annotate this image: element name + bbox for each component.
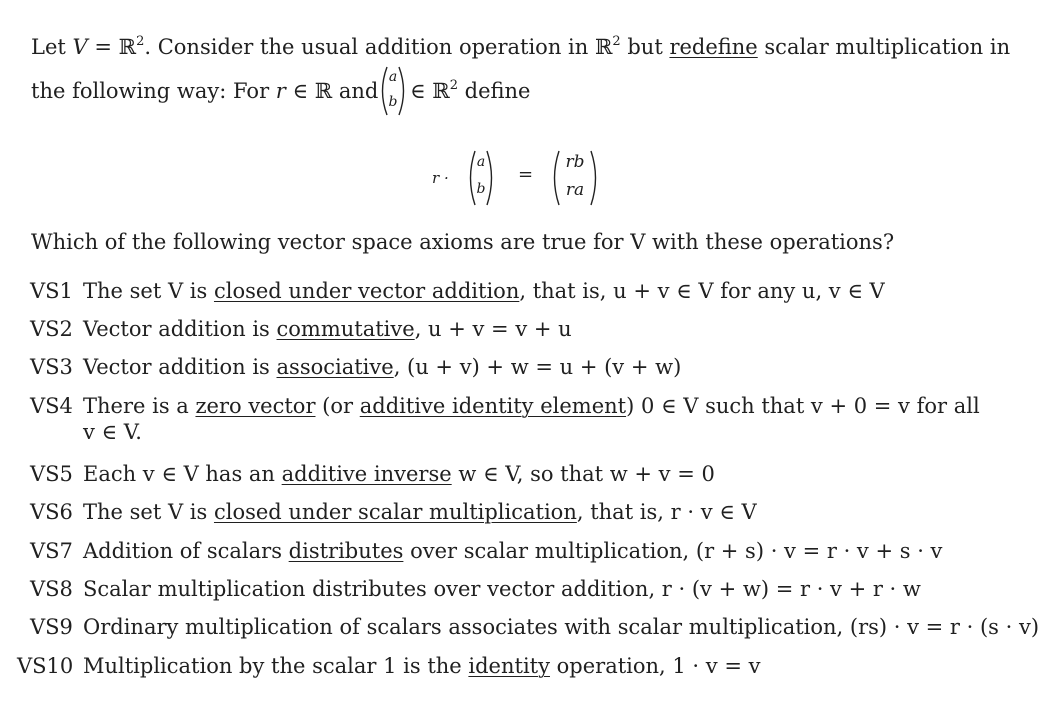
math-eq: = [87, 35, 119, 59]
intro-text: define [457, 79, 531, 103]
axiom-term-link[interactable]: closed under scalar multiplication [213, 500, 577, 524]
axiom-label: VS3 [30, 355, 73, 379]
question: Which of the following vector space axioms are true for V with these operations? [31, 230, 895, 254]
vector-entry: b [388, 94, 398, 110]
axiom-label: VS2 [30, 317, 73, 341]
math-in: ∈ [410, 79, 433, 103]
math-in: ∈ [285, 79, 315, 103]
vector-entry: rb [565, 152, 585, 172]
math-V: V [72, 35, 88, 59]
axiom-label: VS8 [30, 577, 73, 601]
axiom-text [83, 576, 921, 602]
right-paren-icon [486, 150, 496, 206]
math-sup: 2 [612, 34, 621, 49]
axiom-text [83, 538, 942, 564]
right-paren-icon [590, 150, 600, 206]
axiom-text-pre: There is a [83, 394, 196, 418]
axiom-text [83, 461, 715, 487]
axiom-text [83, 614, 1039, 640]
axiom-label: VS9 [30, 615, 73, 639]
math-R: ℝ [432, 79, 450, 103]
axiom-text-post: , u + v = v + u [414, 317, 572, 341]
intro-text: scalar multiplication in [757, 35, 1011, 59]
redefine-link[interactable]: redefine [669, 35, 758, 59]
math-R: ℝ [314, 79, 333, 103]
axiom-text-post: w ∈ V, so that w + v = 0 [451, 462, 715, 486]
math-R: ℝ [118, 35, 137, 59]
axiom-text-pre: Addition of scalars [83, 539, 289, 563]
equation-r-dot [432, 165, 449, 191]
math-sup: 2 [136, 34, 145, 49]
axiom-text [83, 393, 980, 419]
axiom-label: VS4 [30, 394, 73, 418]
axiom-text [83, 316, 572, 342]
axiom-text-pre: The set V is [83, 279, 214, 303]
right-paren-icon [398, 66, 408, 116]
math-equals: = [518, 164, 534, 185]
axiom-text-post: , that is, r · v ∈ V [576, 500, 757, 524]
axiom-text-pre: Each v ∈ V has an [83, 462, 282, 486]
axiom-term-link[interactable]: additive inverse [281, 462, 452, 486]
math-sup: 2 [449, 78, 458, 93]
axiom-text-post: , (u + v) + w = u + (v + w) [393, 355, 682, 379]
axiom-text [83, 354, 681, 380]
axiom-text-post: ) 0 ∈ V such that v + 0 = v for all [626, 394, 980, 418]
axiom-text-pre: Multiplication by the scalar 1 is the [83, 654, 469, 678]
equation-vector-left [466, 150, 496, 206]
axiom-text-pre: The set V is [83, 500, 214, 524]
question-text [31, 229, 894, 255]
axiom-text-mid: (or [315, 394, 360, 418]
axiom-term-link[interactable]: zero vector [195, 394, 316, 418]
intro-text: but [620, 35, 670, 59]
axiom-text-pre: Scalar multiplication distributes over vector addition, r · (v + w) = r · v + r · w [83, 577, 921, 601]
axiom-text [83, 278, 885, 304]
intro-text: . Consider the usual addition operation in [144, 35, 595, 59]
axiom-text [83, 653, 760, 679]
axiom-label: VS6 [30, 500, 73, 524]
axiom-term-link[interactable]: additive identity element [359, 394, 627, 418]
axiom-text-continued: v ∈ V. [83, 420, 142, 444]
axiom-term-link[interactable]: closed under vector addition [213, 279, 520, 303]
intro-line-1 [31, 34, 1010, 64]
inline-vector [378, 66, 408, 116]
axiom-label: VS10 [17, 654, 74, 678]
axiom-text-pre: Vector addition is [83, 355, 277, 379]
equation-equals [518, 162, 533, 188]
axiom-label: VS5 [30, 462, 73, 486]
vector-entry: ra [565, 180, 585, 200]
math-r-dot: r · [432, 169, 449, 187]
intro-text: the following way: For [31, 79, 276, 103]
equation-vector-right [550, 150, 600, 206]
axiom-text [83, 499, 757, 525]
vector-entry: b [476, 181, 486, 197]
axiom-term-link[interactable]: distributes [288, 539, 404, 563]
math-R: ℝ [594, 35, 613, 59]
axiom-text-pre: Ordinary multiplication of scalars associates with scalar multiplication, (rs) · v = r · (s · v) [83, 615, 1040, 639]
vector-entry: a [476, 154, 486, 170]
intro-text: Let [31, 35, 73, 59]
math-r: r [275, 79, 286, 103]
axiom-text-pre: Vector addition is [83, 317, 277, 341]
axiom-term-link[interactable]: identity [468, 654, 550, 678]
intro-line-2b [410, 78, 530, 108]
axiom-text-post: over scalar multiplication, (r + s) · v = r · v + s · v [403, 539, 943, 563]
intro-line-2 [31, 78, 378, 104]
axiom-label: VS1 [30, 279, 73, 303]
intro-text: and [332, 79, 379, 103]
axiom-label: VS7 [30, 539, 73, 563]
vector-entry: a [388, 69, 398, 85]
axiom-text-post: operation, 1 · v = v [549, 654, 761, 678]
axiom-text-post: , that is, u + v ∈ V for any u, v ∈ V [519, 279, 885, 303]
axiom-term-link[interactable]: commutative [276, 317, 415, 341]
axiom-term-link[interactable]: associative [276, 355, 394, 379]
